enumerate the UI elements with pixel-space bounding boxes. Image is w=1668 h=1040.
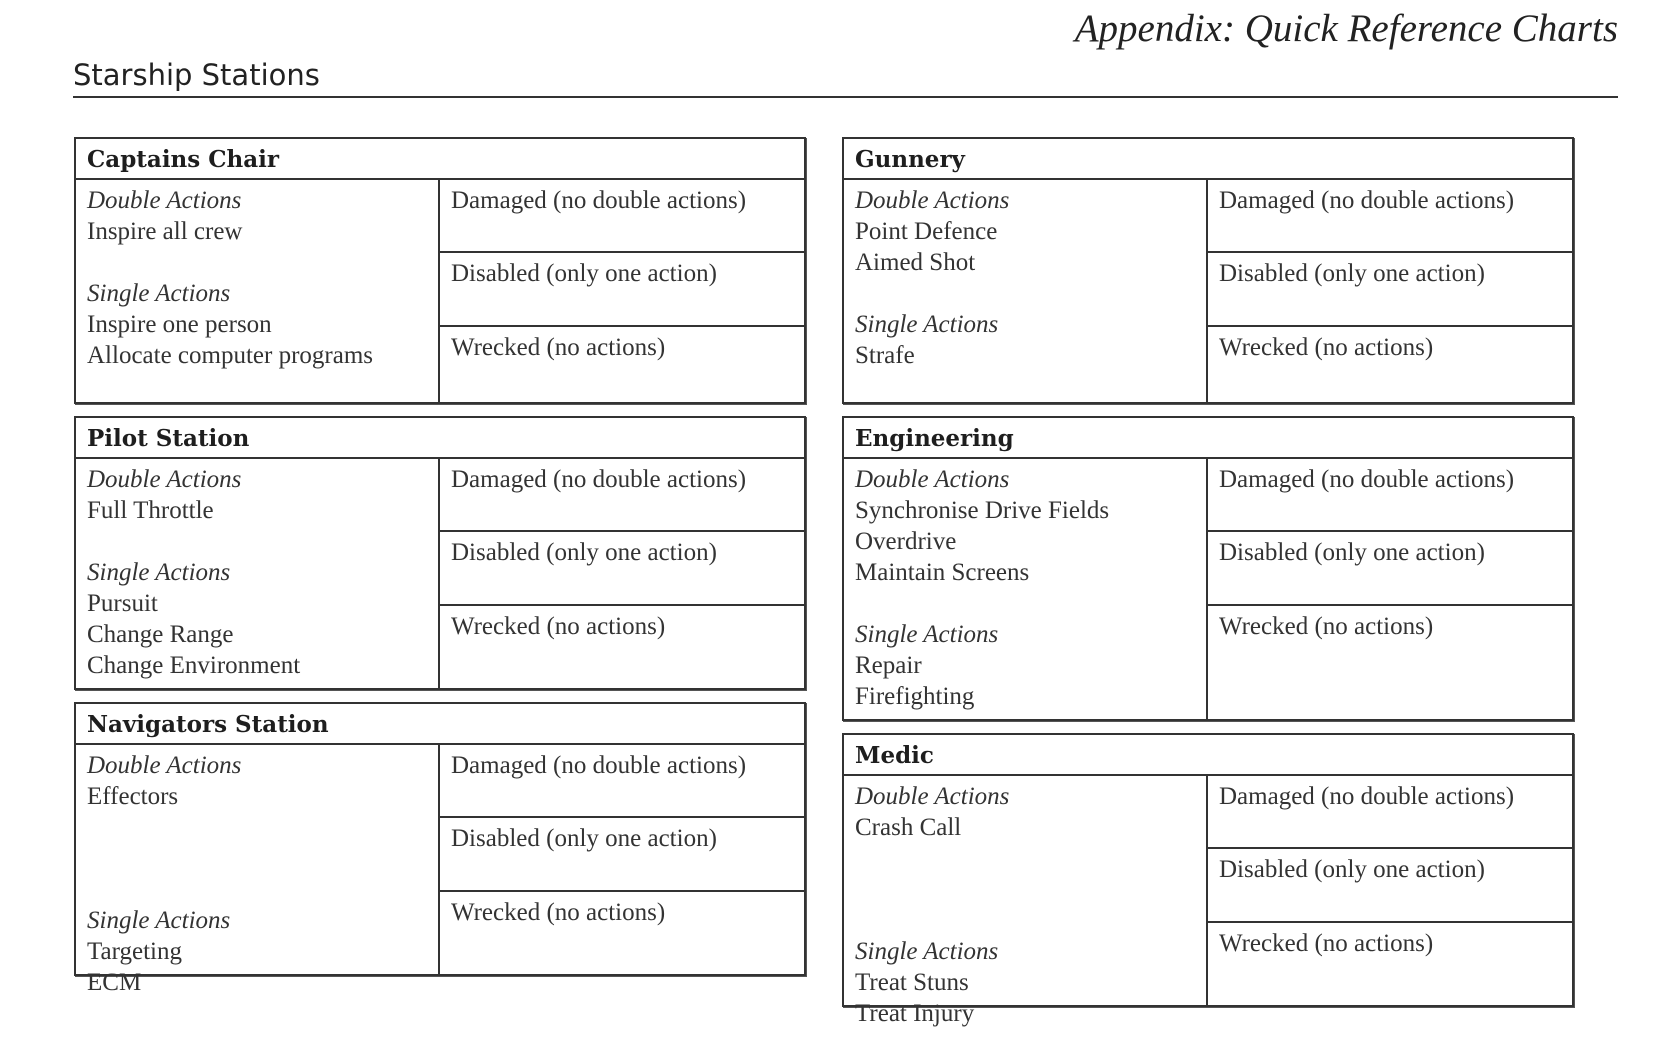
running-head: Appendix: Quick Reference Charts (1074, 7, 1618, 50)
status-disabled: Disabled (only one action) (440, 532, 804, 606)
station-title: Medic (844, 735, 1572, 776)
single-actions-label: Single Actions (855, 311, 999, 338)
station-gunnery (842, 137, 1574, 404)
action-item: Change Range (87, 621, 234, 648)
single-actions-label: Single Actions (87, 280, 231, 307)
status-damaged: Damaged (no double actions) (440, 459, 804, 532)
station-navigators (74, 702, 806, 996)
action-item: Full Throttle (87, 497, 214, 524)
single-actions-label: Single Actions (87, 559, 231, 586)
status-disabled: Disabled (only one action) (1208, 849, 1572, 923)
actions-column (76, 745, 440, 996)
station-captains-chair (74, 137, 806, 404)
status-wrecked: Wrecked (no actions) (1219, 334, 1434, 361)
action-item: Strafe (855, 342, 915, 369)
action-item: Inspire all crew (87, 218, 243, 245)
actions-column (76, 459, 440, 688)
action-item: Repair (855, 652, 922, 679)
action-item: ECM (87, 969, 142, 996)
status-damaged: Damaged (no double actions) (1208, 459, 1572, 532)
double-actions-label: Double Actions (855, 783, 1010, 810)
status-disabled: Disabled (only one action) (1208, 253, 1572, 327)
status-wrecked: Wrecked (no actions) (1219, 930, 1434, 957)
single-actions-label: Single Actions (855, 938, 999, 965)
status-wrecked: Wrecked (no actions) (451, 613, 666, 640)
action-item: Firefighting (855, 683, 975, 710)
status-column (1208, 180, 1572, 402)
station-title: Navigators Station (76, 704, 804, 745)
status-damaged: Damaged (no double actions) (1208, 776, 1572, 849)
section-rule (73, 96, 1618, 98)
station-engineering (842, 416, 1574, 721)
status-wrecked: Wrecked (no actions) (451, 899, 666, 926)
action-item: Change Environment (87, 652, 301, 679)
status-damaged: Damaged (no double actions) (440, 180, 804, 253)
action-item: Effectors (87, 783, 179, 810)
actions-column (844, 180, 1208, 402)
action-item: Crash Call (855, 814, 962, 841)
station-title: Engineering (844, 418, 1572, 459)
status-column (1208, 459, 1572, 719)
status-damaged: Damaged (no double actions) (440, 745, 804, 818)
action-item: Treat Injury (855, 1000, 975, 1027)
status-column (440, 180, 804, 402)
action-item: Treat Stuns (855, 969, 969, 996)
actions-column (844, 776, 1208, 1027)
status-wrecked: Wrecked (no actions) (1219, 613, 1434, 640)
action-item: Inspire one person (87, 311, 272, 338)
status-disabled: Disabled (only one action) (440, 253, 804, 327)
action-item: Allocate computer programs (87, 342, 374, 369)
station-pilot (74, 416, 806, 690)
double-actions-label: Double Actions (87, 752, 242, 779)
action-item: Maintain Screens (855, 559, 1030, 586)
double-actions-label: Double Actions (87, 466, 242, 493)
status-column (1208, 776, 1572, 1005)
double-actions-label: Double Actions (855, 466, 1010, 493)
station-title: Gunnery (844, 139, 1572, 180)
status-wrecked: Wrecked (no actions) (451, 334, 666, 361)
double-actions-label: Double Actions (87, 187, 242, 214)
action-item: Pursuit (87, 590, 158, 617)
status-column (440, 459, 804, 688)
action-item: Overdrive (855, 528, 957, 555)
action-item: Synchronise Drive Fields (855, 497, 1110, 524)
action-item: Targeting (87, 938, 182, 965)
actions-column (76, 180, 440, 402)
status-disabled: Disabled (only one action) (440, 818, 804, 892)
single-actions-label: Single Actions (855, 621, 999, 648)
actions-column (844, 459, 1208, 719)
single-actions-label: Single Actions (87, 907, 231, 934)
double-actions-label: Double Actions (855, 187, 1010, 214)
station-title: Pilot Station (76, 418, 804, 459)
status-damaged: Damaged (no double actions) (1208, 180, 1572, 253)
station-title: Captains Chair (76, 139, 804, 180)
status-column (440, 745, 804, 974)
status-disabled: Disabled (only one action) (1208, 532, 1572, 606)
action-item: Point Defence (855, 218, 998, 245)
action-item: Aimed Shot (855, 249, 976, 276)
section-title: Starship Stations (73, 58, 320, 92)
station-medic (842, 733, 1574, 1027)
